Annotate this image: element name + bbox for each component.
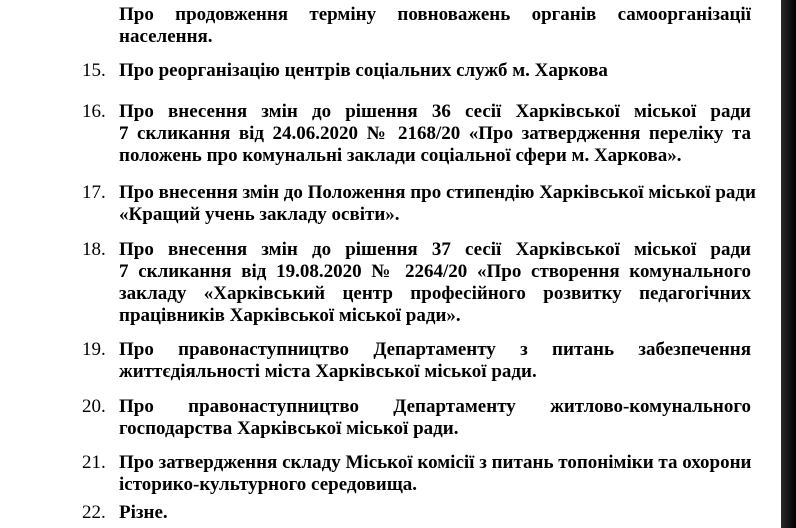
agenda-item-number: 22. <box>82 502 106 523</box>
agenda-item-line: Про затвердження складу Міської комісії з питань топоніміки та охорони <box>119 452 752 473</box>
agenda-item-line: Про внесення змін до рішення 36 сесії Харківської міської ради <box>119 101 751 122</box>
agenda-item-number: 16. <box>82 101 106 122</box>
agenda-item-number: 17. <box>82 182 106 203</box>
agenda-item-line: Про продовження терміну повноважень органів самоорганізації <box>119 4 751 25</box>
agenda-item-line: господарства Харківської міської ради. <box>119 418 459 439</box>
agenda-item-line: 7 скликання від 19.08.2020 № 2264/20 «Про створення комунального <box>119 261 751 282</box>
agenda-item-line: Про внесення змін до Положення про стипендію Харківської міської ради <box>119 182 756 203</box>
agenda-item-line: Про внесення змін до рішення 37 сесії Харківської міської ради <box>119 239 751 260</box>
agenda-item-line: населення. <box>119 26 213 47</box>
agenda-item-line: Різне. <box>119 502 168 523</box>
agenda-item-line: історико-культурного середовища. <box>119 474 418 495</box>
agenda-item-line: Про правонаступництво Департаменту житлово-комунального <box>119 396 751 417</box>
agenda-item-number: 18. <box>82 239 106 260</box>
agenda-item-line: Про реорганізацію центрів соціальних служб м. Харкова <box>119 60 608 81</box>
agenda-item-line: «Кращий учень закладу освіти». <box>119 204 400 225</box>
agenda-item-line: Про правонаступництво Департаменту з питань забезпечення <box>119 339 751 360</box>
agenda-item-line: положень про комунальні заклади соціальної сфери м. Харкова». <box>119 145 682 166</box>
agenda-item-number: 20. <box>82 396 106 417</box>
agenda-item-line: 7 скликання від 24.06.2020 № 2168/20 «Про затвердження переліку та <box>119 123 751 144</box>
agenda-item-line: працівників Харківської міської ради». <box>119 305 461 326</box>
agenda-item-line: закладу «Харківський центр професійного розвитку педагогічних <box>119 283 751 304</box>
agenda-item-number: 15. <box>82 60 106 81</box>
agenda-item-number: 19. <box>82 339 106 360</box>
page-edge-shadow <box>781 0 796 528</box>
agenda-item-number: 21. <box>82 452 106 473</box>
agenda-item-line: життєдіяльності міста Харківської міської ради. <box>119 361 537 382</box>
